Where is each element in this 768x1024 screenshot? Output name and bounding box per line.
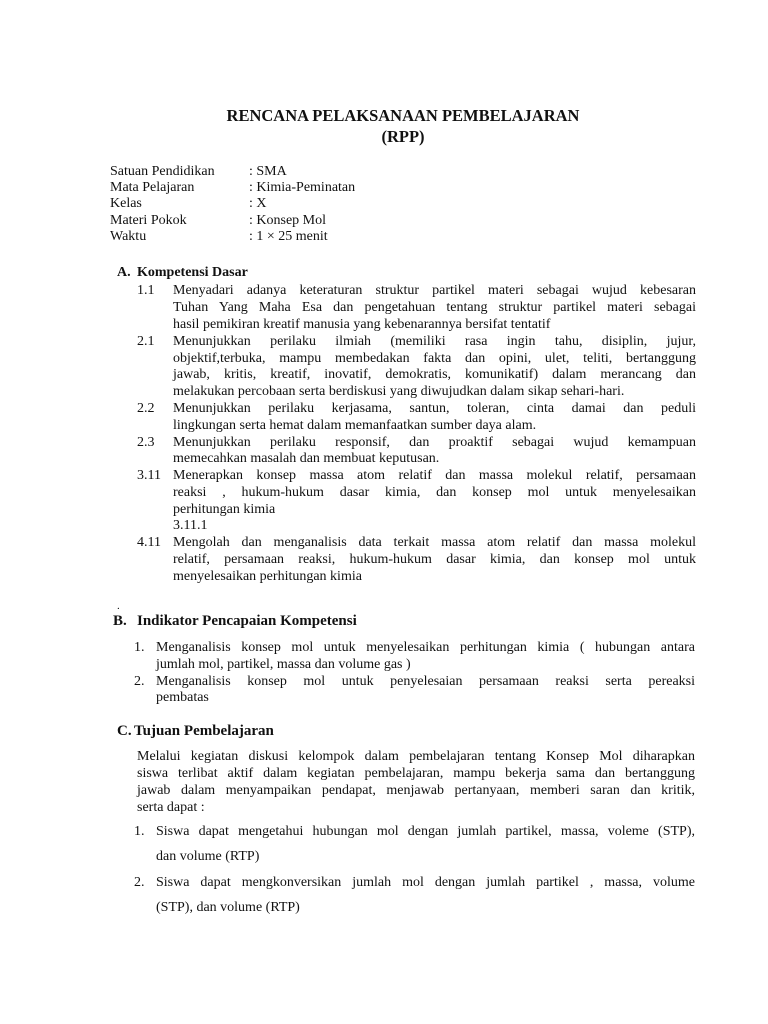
section-b-marker: B. — [113, 613, 127, 629]
kd-line: Menunjukkan perilaku responsif, dan proaktif sebagai wujud kemampuan — [173, 435, 696, 450]
kd-line: melakukan percobaan serta berdiskusi yang diwujudkan dalam sikap sehari-hari. — [173, 384, 625, 399]
kd-line: hasil pemikiran kreatif manusia yang kebenarannya bersifat tentatif — [173, 317, 551, 332]
stray-mark: . — [117, 600, 120, 612]
kd-subnumber: 3.11.1 — [173, 518, 208, 533]
section-a-title: Kompetensi Dasar — [137, 265, 248, 280]
identity-value: : 1 × 25 menit — [249, 229, 328, 244]
kd-number: 1.1 — [137, 283, 155, 298]
identity-label: Waktu — [110, 229, 147, 244]
identity-label: Materi Pokok — [110, 213, 187, 228]
document-subtitle: (RPP) — [381, 127, 425, 146]
objective-line: Siswa dapat mengkonversikan jumlah mol dengan jumlah partikel , massa, volume — [156, 875, 695, 890]
section-b-title: Indikator Pencapaian Kompetensi — [137, 613, 357, 629]
identity-value: : Konsep Mol — [249, 213, 326, 228]
indicator-number: 1. — [134, 640, 145, 655]
kd-number: 2.1 — [137, 334, 155, 349]
intro-line: serta dapat : — [137, 800, 205, 815]
objective-number: 1. — [134, 824, 145, 839]
kd-line: lingkungan serta hemat dalam memanfaatkan sumber daya alam. — [173, 418, 537, 433]
objective-line: dan volume (RTP) — [156, 849, 260, 864]
indicator-line: jumlah mol, partikel, massa dan volume gas ) — [156, 657, 411, 672]
kd-line: objektif,terbuka, mampu membedakan fakta dan opini, ulet, teliti, bertanggung — [173, 351, 696, 366]
indicator-number: 2. — [134, 674, 145, 689]
kd-line: jawab, kritis, kreatif, inovatif, demokratis, komunikatif) dalam merancang dan — [173, 367, 696, 382]
kd-line: perhitungan kimia — [173, 502, 276, 517]
kd-number: 3.11 — [137, 468, 161, 483]
kd-line: Menunjukkan perilaku ilmiah (memiliki rasa ingin tahu, disiplin, jujur, — [173, 334, 696, 349]
identity-value: : SMA — [249, 164, 287, 179]
indicator-line: Menganalisis konsep mol untuk menyelesaikan perhitungan kimia ( hubungan antara — [156, 640, 695, 655]
intro-line: jawab dalam menyampaikan pendapat, menjawab pertanyaan, memberi saran dan kritik, — [137, 783, 695, 798]
section-c-title: Tujuan Pembelajaran — [134, 723, 274, 739]
kd-line: memecahkan masalah dan membuat keputusan. — [173, 451, 440, 466]
kd-line: menyelesaikan perhitungan kimia — [173, 569, 362, 584]
kd-line: Menyadari adanya keteraturan struktur partikel materi sebagai wujud kebesaran — [173, 283, 696, 298]
indicator-line: pembatas — [156, 690, 209, 705]
intro-line: Melalui kegiatan diskusi kelompok dalam pembelajaran tentang Konsep Mol diharapkan — [137, 749, 695, 764]
kd-line: Tuhan Yang Maha Esa dan pengetahuan tentang struktur partikel materi sebagai — [173, 300, 696, 315]
kd-number: 2.2 — [137, 401, 155, 416]
kd-number: 4.11 — [137, 535, 161, 550]
identity-label: Kelas — [110, 196, 142, 211]
objective-number: 2. — [134, 875, 145, 890]
kd-line: Menunjukkan perilaku kerjasama, santun, toleran, cinta damai dan peduli — [173, 401, 696, 416]
section-c-marker: C. — [117, 723, 132, 739]
intro-line: siswa terlibat aktif dalam kegiatan pembelajaran, mampu bekerja sama dan bertanggung — [137, 766, 695, 781]
objective-line: (STP), dan volume (RTP) — [156, 900, 300, 915]
kd-line: Menerapkan konsep massa atom relatif dan massa molekul relatif, persamaan — [173, 468, 696, 483]
indicator-line: Menganalisis konsep mol untuk penyelesaian persamaan reaksi serta pereaksi — [156, 674, 695, 689]
identity-value: : Kimia-Peminatan — [249, 180, 356, 195]
identity-value: : X — [249, 196, 267, 211]
kd-line: relatif, persamaan reaksi, hukum-hukum dasar kimia, dan konsep mol untuk — [173, 552, 696, 567]
section-a-marker: A. — [117, 265, 131, 280]
kd-line: Mengolah dan menganalisis data terkait massa atom relatif dan massa molekul — [173, 535, 696, 550]
objective-line: Siswa dapat mengetahui hubungan mol dengan jumlah partikel, massa, voleme (STP), — [156, 824, 695, 839]
kd-number: 2.3 — [137, 435, 155, 450]
identity-label: Satuan Pendidikan — [110, 164, 215, 179]
document-title: RENCANA PELAKSANAAN PEMBELAJARAN — [226, 106, 580, 125]
kd-line: reaksi , hukum-hukum dasar kimia, dan konsep mol untuk menyelesaikan — [173, 485, 696, 500]
identity-label: Mata Pelajaran — [110, 180, 195, 195]
